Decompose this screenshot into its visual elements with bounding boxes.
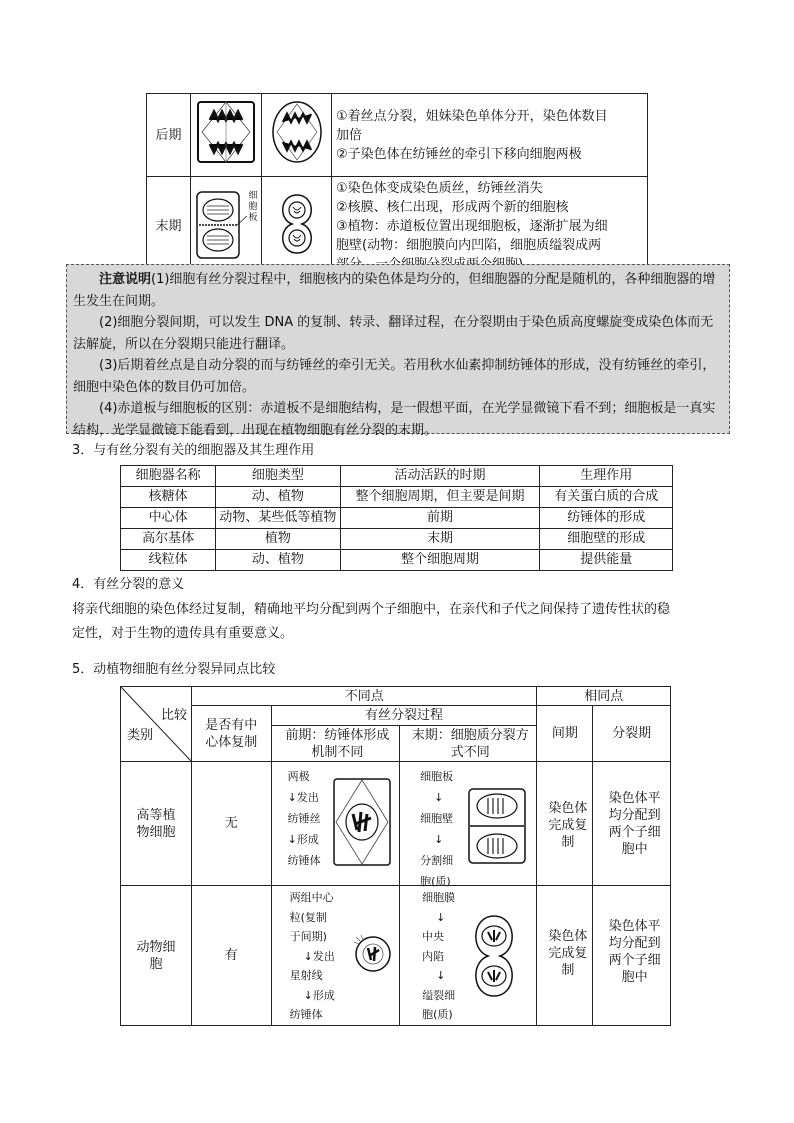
column-header: 细胞类型 [216,466,340,487]
plate-label: 细胞板 [248,191,258,223]
telophase-description [332,177,648,277]
animal-telophase-drawing [468,912,520,1000]
desc-line: ③植物：赤道板位置出现细胞板，逐渐扩展为细 [336,219,608,234]
category-cell: 高等植 物细胞 [121,762,192,886]
section-4-heading: 4．有丝分裂的意义 [72,577,185,592]
division-header: 分裂期 [593,706,671,762]
phase-table [146,93,648,277]
desc-line: ②核膜、核仁出现，形成两个新的细胞核 [336,200,569,215]
table-cell: 植物 [216,529,340,550]
same-header: 相同点 [537,687,671,706]
table-row [121,550,673,571]
anaphase-plant-drawing [191,94,262,177]
table-header-row [121,687,671,706]
category-label: 类别 [127,728,154,743]
table-cell: 有关蛋白质的合成 [540,487,673,508]
telophase-animal-drawing [262,177,332,277]
telophase-header: 末期：细胞质分裂方 式不同 [400,726,537,762]
table-cell: 核糖体 [121,487,216,508]
desc-line: ①染色体变成染色质丝，纺锤丝消失 [336,181,543,196]
plant-prophase-cell [271,762,399,886]
centriole-cell: 无 [192,762,272,886]
table-cell: 提供能量 [540,550,673,571]
desc-line: ①着丝点分裂，姐妹染色单体分开，染色体数目 [336,108,608,124]
diff-header: 不同点 [192,687,537,706]
process-header: 有丝分裂过程 [271,706,537,726]
plant-telophase-drawing [466,786,528,866]
centriole-cell: 有 [192,886,272,1026]
phase-name: 末期 [147,177,191,277]
table-row [121,529,673,550]
desc-line: 胞壁(动物：细胞膜向内凹陷，细胞质缢裂成两 [336,238,602,253]
table-cell: 末期 [340,529,540,550]
table-cell: 纺锤体的形成 [540,508,673,529]
table-cell: 中心体 [121,508,216,529]
note-paragraph-1: 注意说明(1)细胞有丝分裂过程中，细胞核内的染色体是均分的，但细胞器的分配是随机的，各种细胞器的增生发生在间期。 [73,272,716,309]
note-paragraph-2: (2)细胞分裂间期，可以发生 DNA 的复制、转录、翻译过程，在分裂期由于染色质高度螺旋变成染色体而无法解旋，所以在分裂期只能进行翻译。 [73,315,714,352]
column-header: 活动活跃的时期 [340,466,540,487]
table-cell: 前期 [340,508,540,529]
table-cell: 动、植物 [216,487,340,508]
table-row [121,508,673,529]
table-row [121,762,671,886]
animal-interphase-cell: 染色体 完成复 制 [537,886,593,1026]
table-header-row [121,706,671,726]
category-cell: 动物细 胞 [121,886,192,1026]
anaphase-animal-drawing [262,94,332,177]
table-header-row [121,466,673,487]
plant-prophase-steps: 两极 ↓发出 纺锤丝 ↓形成 纺锤体 [287,770,321,867]
note-box [66,264,730,438]
table-cell: 线粒体 [121,550,216,571]
animal-telophase-steps: 细胞膜 ↓ 中央 内陷 ↓ 缢裂细 胞(质) [422,891,456,1021]
plant-prophase-drawing [331,776,393,868]
animal-prophase-drawing [353,934,393,974]
plant-telophase-cell [400,762,537,886]
table-cell: 高尔基体 [121,529,216,550]
note-paragraph-4: (4)赤道板与细胞板的区别：赤道板不是细胞结构，是一假想平面，在光学显微镜下看不到；细胞板是一真实结构，光学显微镜下能看到，出现在植物细胞有丝分裂的末期。 [73,401,716,438]
note-title: 注意说明 [99,272,152,287]
table-row [147,94,648,177]
animal-prophase-steps: 两组中心 粒(复制 于间期) ↓发出 星射线 ↓形成 纺锤体 [289,891,335,1021]
animal-prophase-cell [271,886,399,1026]
plant-telophase-steps: 细胞板 ↓ 细胞壁 ↓ 分割细 胞(质) [420,770,454,888]
table-row [147,177,648,277]
desc-line: 加倍 [336,127,363,143]
table-cell: 整个细胞周期 [340,550,540,571]
centriole-header: 是否有中 心体复制 [192,706,272,762]
section-4-line: 将亲代细胞的染色体经过复制，精确地平均分配到两个子细胞中，在亲代和子代之间保持了遗传性状的稳 [72,602,671,617]
column-header: 细胞器名称 [121,466,216,487]
section-5-heading: 5．动植物细胞有丝分裂异同点比较 [72,662,276,677]
interphase-header: 间期 [537,706,593,762]
animal-division-cell: 染色体平 均分配到 两个子细 胞中 [593,886,671,1026]
compare-label: 比较 [160,708,187,723]
section-3-heading: 3．与有丝分裂有关的细胞器及其生理作用 [72,443,315,458]
table-row [121,487,673,508]
prophase-header: 前期：纺锤体形成 机制不同 [271,726,399,762]
table-cell: 细胞壁的形成 [540,529,673,550]
organelle-table [120,465,673,571]
table-row [121,886,671,1026]
note-paragraph-3: (3)后期着丝点是自动分裂的而与纺锤丝的牵引无关。若用秋水仙素抑制纺锤体的形成，没有纺锤丝的牵引，细胞中染色体的数目仍可加倍。 [73,358,716,395]
table-cell: 整个细胞周期，但主要是间期 [340,487,540,508]
phase-name: 后期 [147,94,191,177]
section-4-text [72,598,732,646]
plant-interphase-cell: 染色体 完成复 制 [537,762,593,886]
table-cell: 动物、某些低等植物 [216,508,340,529]
compare-table [120,686,671,1026]
desc-line: ②子染色体在纺锤丝的牵引下移向细胞两极 [336,146,582,162]
animal-telophase-cell [400,886,537,1026]
anaphase-description [332,94,648,177]
column-header: 生理作用 [540,466,673,487]
plant-division-cell: 染色体平 均分配到 两个子细 胞中 [593,762,671,886]
section-4-line: 定性，对于生物的遗传具有重要意义。 [72,626,294,641]
table-cell: 动、植物 [216,550,340,571]
diagonal-header-cell [121,687,192,762]
telophase-plant-drawing [191,177,262,277]
